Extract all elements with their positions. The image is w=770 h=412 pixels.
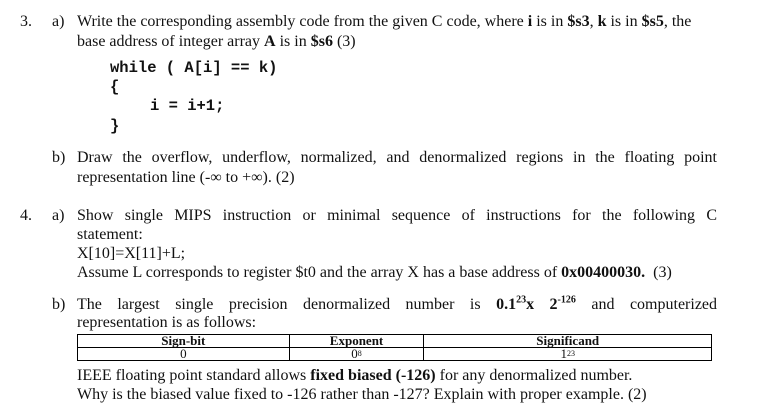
question-3a-line2: base address of integer array A is in $s6 (3): [77, 33, 356, 50]
table-row: [78, 348, 712, 361]
question-3b-letter: b): [52, 149, 66, 166]
question-3a-line1: Write the corresponding assembly code from the given C code, where i is in $s3, k is in $s5, the: [77, 13, 692, 30]
question-4a-line2: statement:: [77, 226, 143, 243]
question-4b-line3: IEEE floating point standard allows fixed biased (-126) for any denormalized number.: [77, 367, 633, 384]
table-header-row: [78, 335, 712, 348]
header-exponent: Exponent: [289, 335, 424, 348]
header-significand: Significand: [424, 335, 712, 348]
code-line-while: while ( A[i] == k): [110, 59, 278, 77]
question-3b-line2: representation line (-∞ to +∞). (2): [77, 169, 295, 186]
cell-exponent: $0^8$: [289, 348, 424, 361]
question-4b-letter: b): [52, 296, 66, 313]
question-4b-line2: representation is as follows:: [77, 314, 257, 331]
question-4b-line1: The largest single precision denormalized number is $0.1^{23}x$ $2^{-126}$ and computerized: [77, 294, 718, 313]
cell-sign-bit: 0: [78, 348, 290, 361]
code-line-increment: i = i+1;: [150, 97, 225, 115]
question-3-number: 3.: [20, 13, 32, 30]
representation-table: [77, 334, 712, 361]
question-4a-assume: Assume L corresponds to register $t0 and the array X has a base address of 0x00400030. (3): [77, 264, 672, 281]
question-3a-letter: a): [52, 13, 65, 30]
header-sign-bit: Sign-bit: [78, 335, 290, 348]
question-4b-line4: Why is the biased value fixed to -126 rather than -127? Explain with proper example. (2): [77, 386, 647, 403]
code-line-open-brace: {: [110, 78, 120, 96]
question-4-number: 4.: [20, 207, 32, 224]
question-3b-line1: Draw the overflow, underflow, normalized, and denormalized regions in the floating point: [77, 149, 717, 166]
question-4a-line1: Show single MIPS instruction or minimal sequence of instructions for the following C: [77, 207, 717, 224]
question-4a-statement: X[10]=X[11]+L;: [77, 245, 186, 262]
cell-significand: $1^{23}$: [424, 348, 712, 361]
code-line-close-brace: }: [110, 117, 120, 135]
question-4a-letter: a): [52, 207, 65, 224]
